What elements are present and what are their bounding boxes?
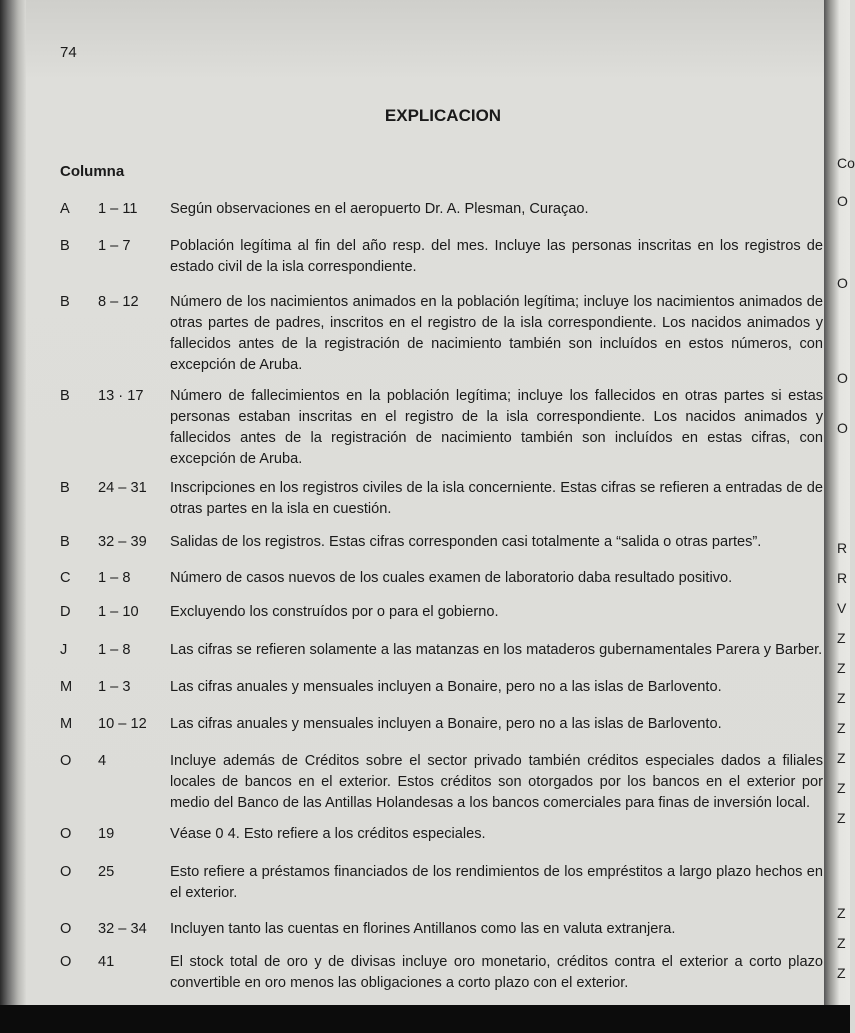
entry-explanation: Población legítima al fin del año resp. del mes. Incluye las personas inscritas en los registros de estado civil de la isla correspondiente. [170,238,823,275]
entry-column-letter: B [60,294,70,310]
entry-column-letter: O [60,864,72,880]
entry-row [60,714,823,735]
entry-column-range: 4 [98,753,107,769]
entry-column-letter: C [60,570,71,586]
entry-column-letter: B [60,238,70,254]
column-header: Columna [60,163,125,180]
entry-explanation: Número de fallecimientos en la población legítima; incluye los fallecidos en otras partes si estas personas estaban inscritas en el registro de la isla correspondiente. Los nacidos animados y fallecidos antes de la registración de nacimiento también son incluídos en estas cifras, con excepción de Aruba. [170,388,823,467]
edge-letter: O [837,193,848,209]
entry-explanation: Esto refiere a préstamos financiados de los rendimientos de los empréstitos a largo plazo hechos en el exterior. [170,864,823,901]
book-binding [0,0,26,1033]
edge-letter: Z [837,965,846,981]
entry-column-letter: M [60,716,73,732]
entry-explanation: Las cifras se refieren solamente a las matanzas en los mataderos gubernamentales Parera y Barber. [170,642,823,658]
entry-column-letter: O [60,826,72,842]
entry-column-range: 32 – 34 [98,921,147,937]
entry-explanation: Número de casos nuevos de los cuales examen de laboratorio daba resultado positivo. [170,570,733,586]
entry-column-range: 13 · 17 [98,388,144,404]
entry-row [60,292,823,376]
entry-explanation: Las cifras anuales y mensuales incluyen a Bonaire, pero no a las islas de Barlovento. [170,679,722,695]
edge-letter: V [837,600,847,616]
entry-explanation: Incluye además de Créditos sobre el sector privado también créditos especiales dados a filiales locales de bancos en el exterior. Estos créditos son otorgados por los bancos en el exterior por medio del Banco de las Antillas Holandesas a los bancos comerciales para finas de inversión local. [170,753,823,811]
entry-column-range: 19 [98,826,115,842]
entry-column-letter: O [60,954,72,970]
entry-row [60,751,823,814]
edge-letter: R [837,570,848,586]
entry-explanation: Las cifras anuales y mensuales incluyen a Bonaire, pero no a las islas de Barlovento. [170,716,722,732]
entry-column-range: 1 – 8 [98,642,131,658]
edge-letter: O [837,275,848,291]
entry-explanation: Inscripciones en los registros civiles de la isla concerniente. Estas cifras se refieren a entradas de de otras partes en la isla en cuestión. [170,480,823,517]
page-number: 74 [60,44,77,61]
entry-row [60,568,823,589]
edge-letter: Z [837,660,846,676]
entry-row [60,952,823,994]
entry-explanation: Según observaciones en el aeropuerto Dr. A. Plesman, Curaçao. [170,201,589,217]
edge-letter: Z [837,780,846,796]
edge-letter: Z [837,630,846,646]
scan-border [0,1005,850,1033]
entry-row [60,532,823,553]
edge-letter: Z [837,810,846,826]
entry-column-letter: B [60,534,70,550]
entry-column-letter: B [60,388,70,404]
entry-explanation: Incluyen tanto las cuentas en florines Antillanos como las en valuta extranjera. [170,921,676,937]
entry-column-letter: O [60,921,72,937]
entry-column-letter: B [60,480,70,496]
entry-column-range: 24 – 31 [98,480,147,496]
edge-letter: Z [837,935,846,951]
entry-explanation: El stock total de oro y de divisas incluye oro monetario, créditos contra el exterior a corto plazo convertible en oro menos las obligaciones a corto plazo con el exterior. [170,954,823,991]
entry-column-range: 1 – 11 [98,201,138,217]
next-page-edge [824,0,855,1005]
entry-row [60,640,823,661]
entry-column-range: 1 – 7 [98,238,131,254]
edge-letter: O [837,370,848,386]
entry-row [60,386,823,470]
edge-letter: Z [837,720,846,736]
entry-row [60,824,823,845]
entry-column-letter: O [60,753,72,769]
entry-column-range: 1 – 3 [98,679,131,695]
entry-row [60,478,823,520]
entry-column-range: 10 – 12 [98,716,147,732]
entry-column-letter: M [60,679,73,695]
entry-column-letter: A [60,201,70,217]
entry-column-letter: D [60,604,71,620]
entry-column-range: 25 [98,864,115,880]
edge-letter: Z [837,690,846,706]
edge-letter: Co [837,155,855,171]
entry-row [60,862,823,904]
edge-letter: Z [837,905,846,921]
entry-explanation: Excluyendo los construídos por o para el gobierno. [170,604,499,620]
entry-column-range: 32 – 39 [98,534,147,550]
edge-letter: Z [837,750,846,766]
entry-row [60,602,823,623]
edge-letter: R [837,540,848,556]
entry-explanation: Salidas de los registros. Estas cifras corresponden casi totalmente a “salida o otras partes”. [170,534,762,550]
page-title: EXPLICACION [384,106,502,125]
entry-row [60,236,823,278]
entry-column-range: 1 – 10 [98,604,139,620]
entry-column-range: 1 – 8 [98,570,131,586]
entry-column-range: 8 – 12 [98,294,139,310]
entry-row [60,919,823,940]
entry-row [60,677,823,698]
entry-row [60,199,823,220]
entry-explanation: Véase 0 4. Esto refiere a los créditos especiales. [170,826,486,842]
entry-column-letter: J [60,642,68,658]
entry-column-range: 41 [98,954,115,970]
edge-letter: O [837,420,848,436]
entry-explanation: Número de los nacimientos animados en la población legítima; incluye los nacimientos animados de otras partes de padres, inscritos en el registro de la isla correspondiente. Los nacidos animados y fallecidos antes de la registración de nacimiento también son incluídos en estos números, con excepción de Aruba. [170,294,823,373]
